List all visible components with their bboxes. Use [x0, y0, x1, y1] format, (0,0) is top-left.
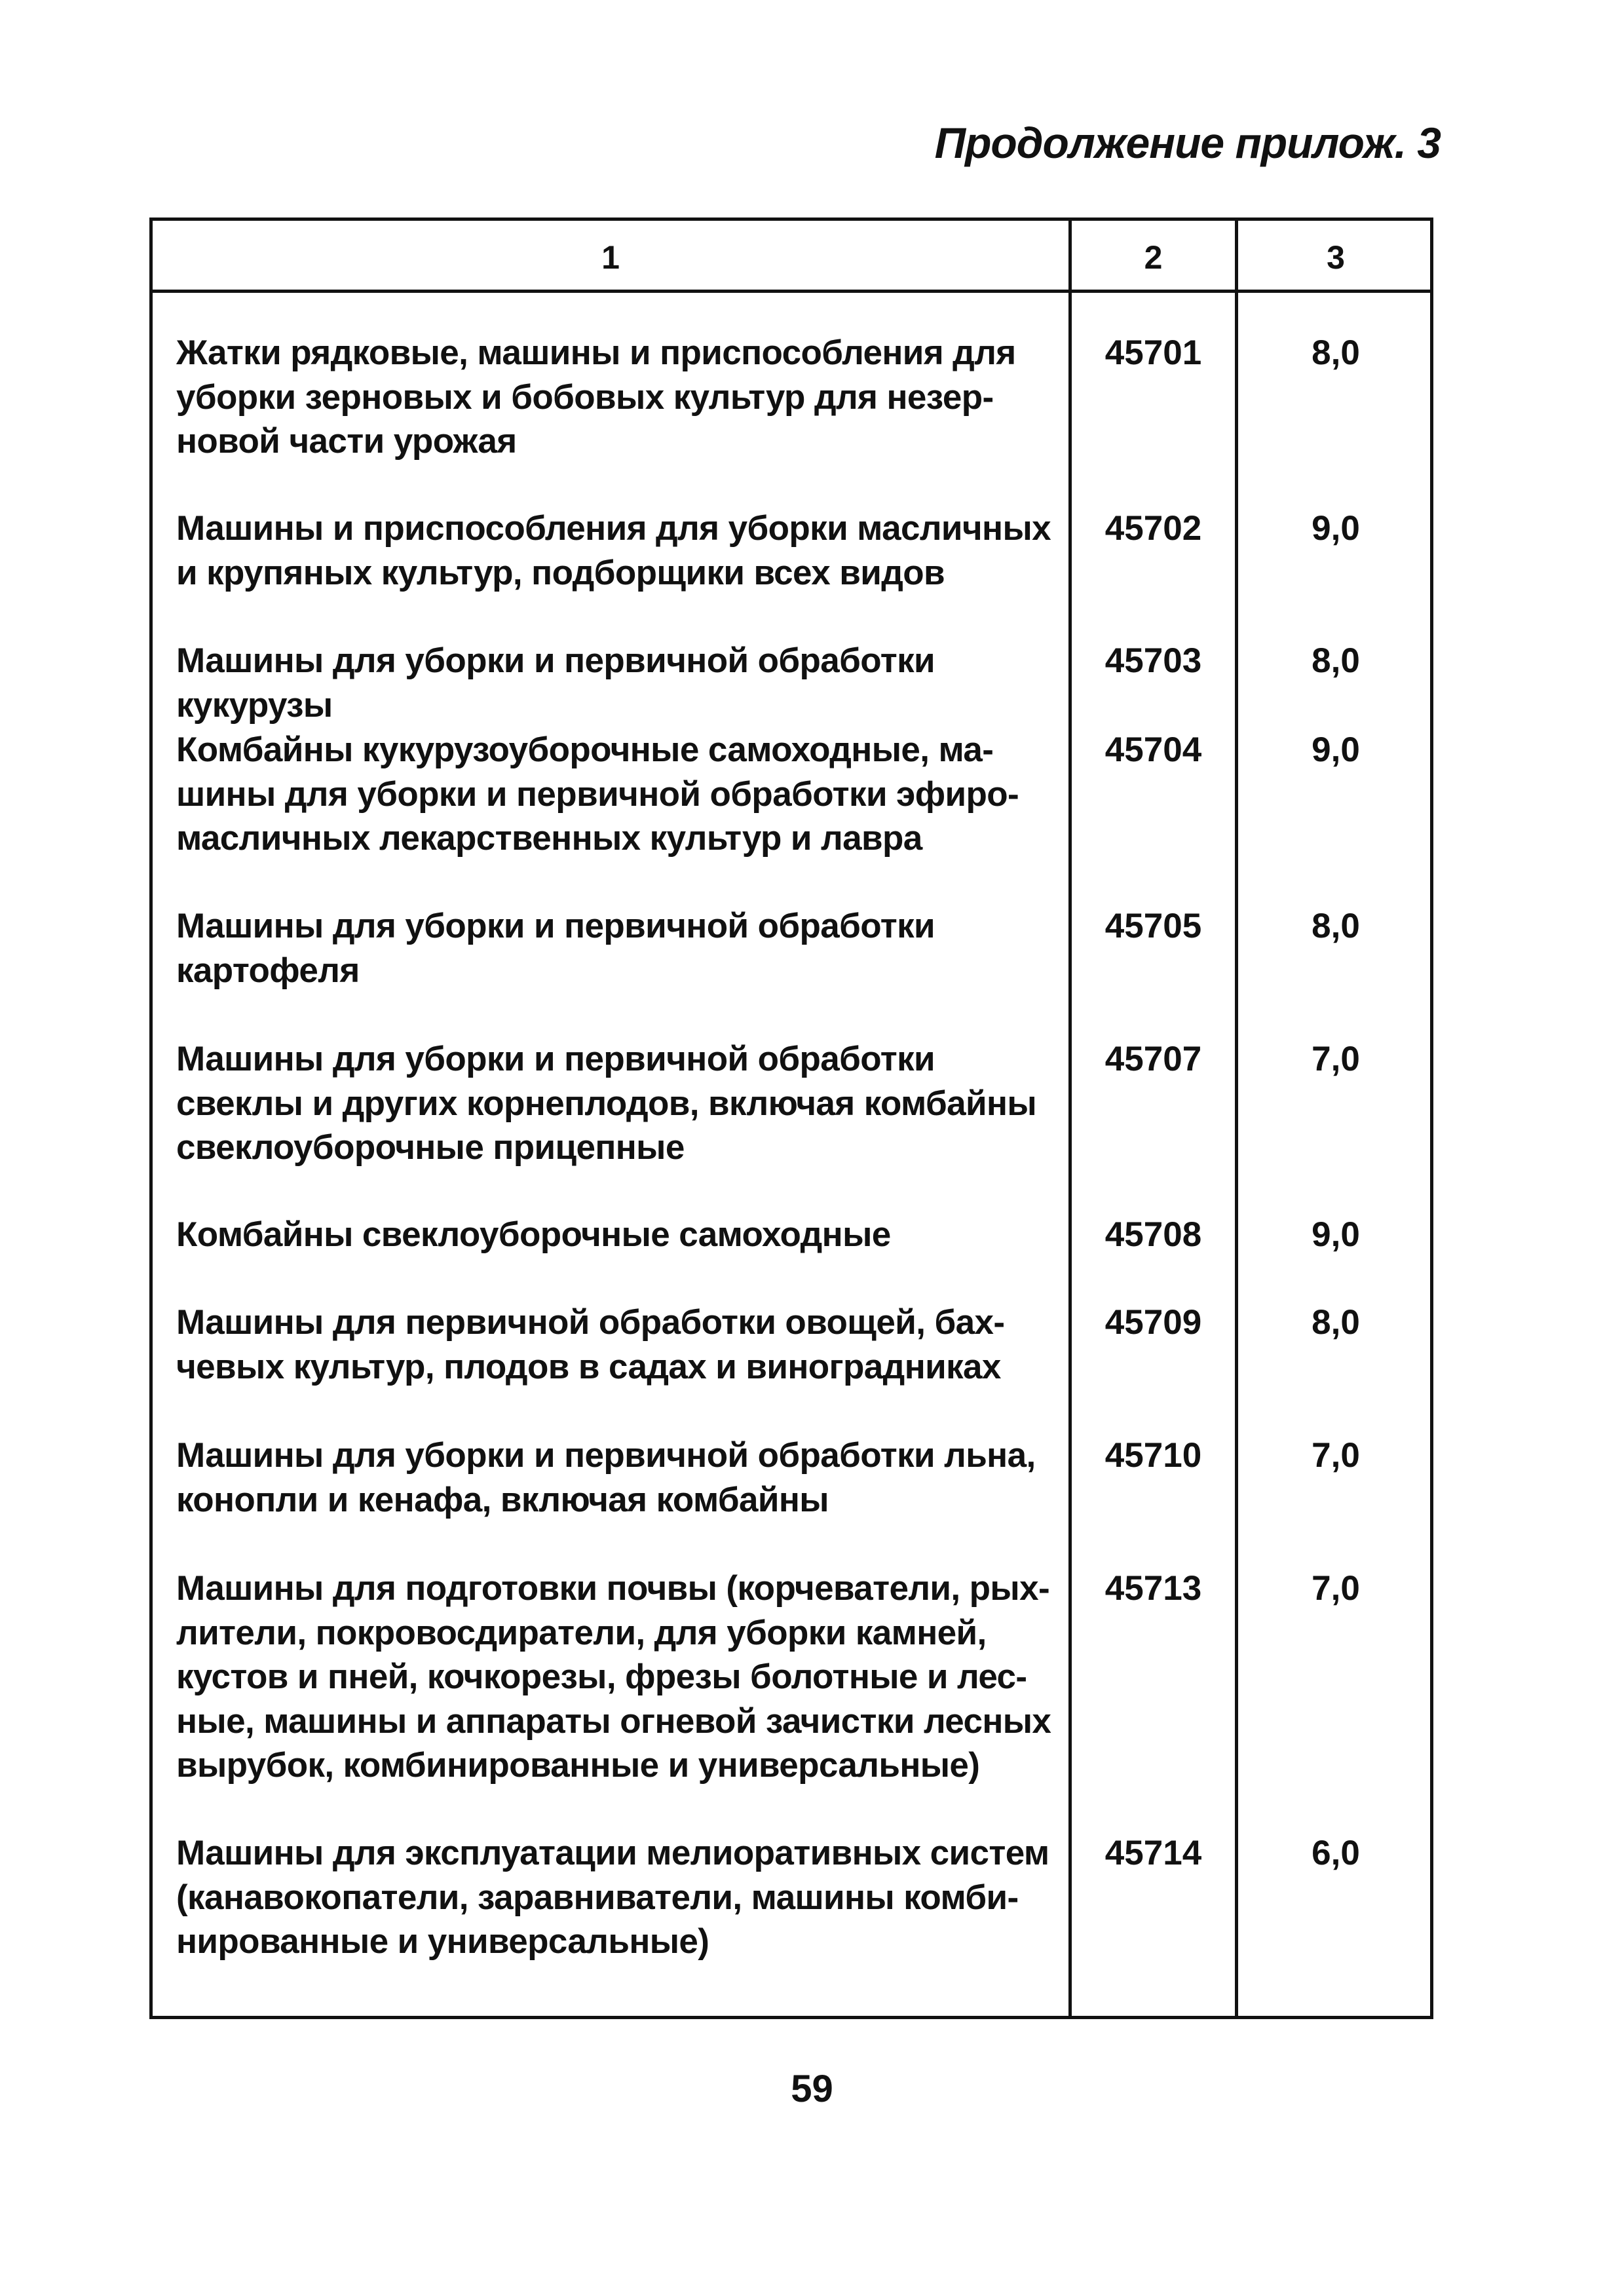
machine-type-cell: Комбайны свеклоуборочные самоходные [176, 1215, 891, 1254]
page-number: 59 [791, 2068, 833, 2110]
machine-type-cell: Машины для уборки и первичной обработки кукурузы [176, 641, 935, 725]
rate-cell: 9,0 [1312, 509, 1360, 548]
machine-type-cell: Машины для первичной обработки овощей, бах- чевых культур, плодов в садах и виноградниках [176, 1303, 1005, 1386]
code-cell: 45702 [1105, 509, 1202, 548]
column-header-3: 3 [1327, 239, 1345, 276]
appendix-table [149, 218, 1433, 2019]
rate-cell: 9,0 [1312, 1215, 1360, 1254]
machine-type-cell: Машины для подготовки почвы (корчеватели, рых- лители, покровосдиратели, для уборки камней, кустов и пней, кочкорезы, фрезы болотные и лес- ные, машины и аппараты огневой зачистки лесных вырубок, комбинированные и универсальные) [176, 1569, 1051, 1785]
column-divider-2 [1235, 221, 1238, 2016]
rate-cell: 7,0 [1312, 1040, 1360, 1078]
column-divider-1 [1068, 221, 1072, 2016]
machine-type-cell: Машины для уборки и первичной обработки льна, конопли и кенафа, включая комбайны [176, 1436, 1036, 1519]
machine-type-cell: Комбайны кукурузоуборочные самоходные, ма- шины для уборки и первичной обработки эфиро- масличных лекарственных культур и лавра [176, 730, 1019, 858]
rate-cell: 7,0 [1312, 1569, 1360, 1608]
code-cell: 45710 [1105, 1436, 1202, 1475]
rate-cell: 7,0 [1312, 1436, 1360, 1475]
table-header-row [153, 221, 1430, 293]
rate-cell: 9,0 [1312, 730, 1360, 769]
code-cell: 45701 [1105, 333, 1202, 372]
code-cell: 45707 [1105, 1040, 1202, 1078]
rate-cell: 8,0 [1312, 907, 1360, 945]
rate-cell: 6,0 [1312, 1834, 1360, 1872]
continuation-header: Продолжение прилож. 3 [934, 119, 1441, 167]
rate-cell: 8,0 [1312, 641, 1360, 680]
machine-type-cell: Машины для эксплуатации мелиоративных систем (канавокопатели, заравниватели, машины комби- нированные и универсальные) [176, 1834, 1049, 1961]
column-header-1: 1 [601, 239, 620, 276]
code-cell: 45709 [1105, 1303, 1202, 1342]
machine-type-cell: Жатки рядковые, машины и приспособления для уборки зерновых и бобовых культур для незер- новой части урожая [176, 333, 1016, 461]
code-cell: 45714 [1105, 1834, 1202, 1872]
rate-cell: 8,0 [1312, 1303, 1360, 1342]
code-cell: 45713 [1105, 1569, 1202, 1608]
code-cell: 45708 [1105, 1215, 1202, 1254]
machine-type-cell: Машины для уборки и первичной обработки свеклы и других корнеплодов, включая комбайны свеклоуборочные прицепные [176, 1040, 1037, 1167]
machine-type-cell: Машины для уборки и первичной обработки картофеля [176, 907, 935, 990]
machine-type-cell: Машины и приспособления для уборки масличных и крупяных культур, подборщики всех видов [176, 509, 1051, 592]
code-cell: 45705 [1105, 907, 1202, 945]
code-cell: 45704 [1105, 730, 1202, 769]
code-cell: 45703 [1105, 641, 1202, 680]
rate-cell: 8,0 [1312, 333, 1360, 372]
column-header-2: 2 [1144, 239, 1163, 276]
